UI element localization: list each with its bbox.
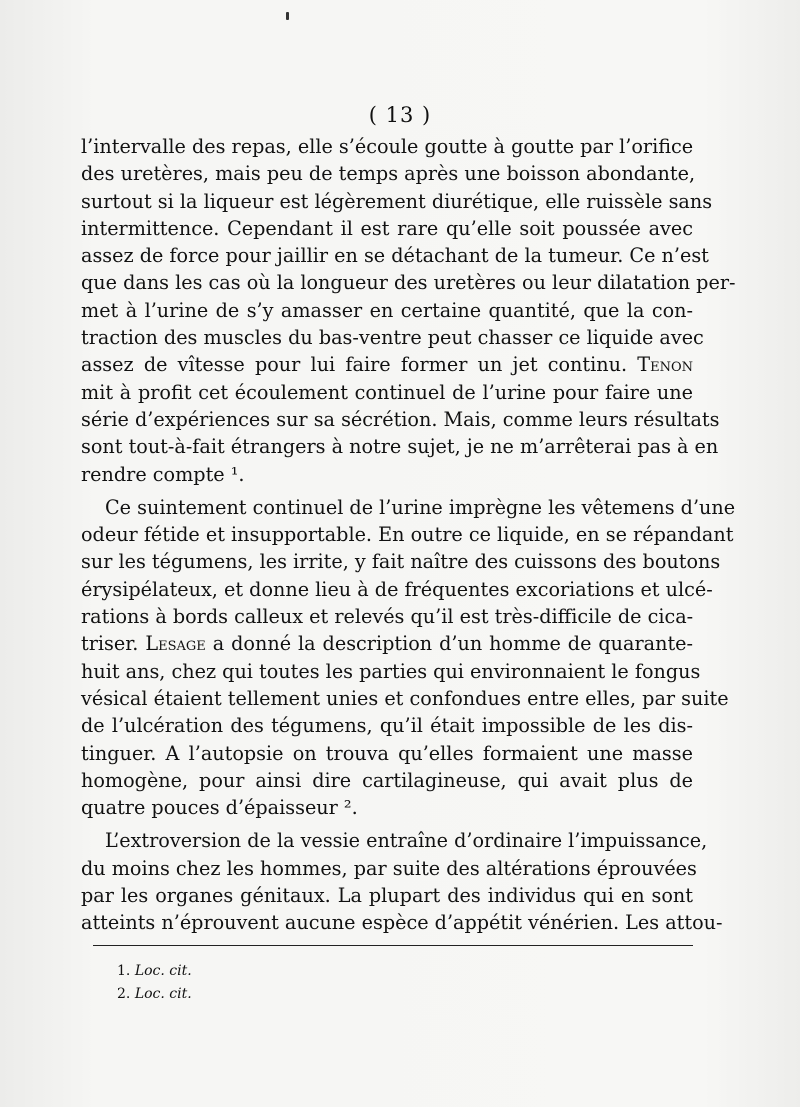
- text-line: rendre compte ¹.: [81, 462, 245, 486]
- text-line: atteints n’éprouvent aucune espèce d’appétit vénérien. Les attou-: [81, 911, 723, 935]
- text-line: surtout si la liqueur est légèrement diurétique, elle ruissèle sans: [81, 189, 713, 213]
- footnotes: [117, 960, 192, 1006]
- text-line: du moins chez les hommes, par suite des altérations éprouvées: [81, 856, 697, 880]
- text-line: tinguer. A l’autopsie on trouva qu’elles formaient une masse: [81, 741, 693, 765]
- footnote-1: [117, 960, 192, 983]
- footnote-2: [117, 983, 192, 1006]
- text-line: série d’expériences sur sa sécrétion. Mais, comme leurs résultats: [81, 407, 720, 431]
- text-line: met à l’urine de s’y amasser en certaine quantité, que la con-: [81, 298, 693, 322]
- text-line: des uretères, mais peu de temps après une boisson abondante,: [81, 162, 696, 186]
- text-line: érysipélateux, et donne lieu à de fréquentes excoriations et ulcé-: [81, 577, 713, 601]
- text-line: rations à bords calleux et relevés qu’il est très-difficile de cica-: [81, 605, 694, 629]
- text-line: homogène, pour ainsi dire cartilagineuse, qui avait plus de: [81, 768, 693, 792]
- page-number: ( 13 ): [368, 103, 432, 127]
- author-name: Tenon: [637, 353, 693, 377]
- text-line: sont tout-à-fait étrangers à notre sujet, je ne m’arrêterai pas à en: [81, 435, 719, 459]
- text-line: traction des muscles du bas-ventre peut chasser ce liquide avec: [81, 326, 704, 350]
- footnote-separator: [93, 945, 693, 946]
- footnote-text: Loc. cit.: [134, 963, 192, 979]
- text-line: L’extroversion de la vessie entraîne d’ordinaire l’impuissance,: [105, 829, 708, 853]
- text-line: huit ans, chez qui toutes les parties qui environnaient le fongus: [81, 659, 701, 683]
- text-line: l’intervalle des repas, elle s’écoule goutte à goutte par l’orifice: [81, 135, 694, 158]
- author-name: Lesage: [145, 632, 206, 656]
- text-line: que dans les cas où la longueur des uretères ou leur dilatation per-: [81, 271, 736, 295]
- footnote-text: Loc. cit.: [134, 986, 192, 1002]
- text-line: quatre pouces d’épaisseur ².: [81, 796, 358, 820]
- ink-speck: [286, 12, 289, 20]
- text-line: intermittence. Cependant il est rare qu’elle soit poussée avec: [81, 216, 693, 240]
- text-line: par les organes génitaux. La plupart des individus qui en sont: [81, 884, 693, 908]
- body-text: [81, 133, 736, 937]
- text-line: vésical étaient tellement unies et confondues entre elles, par suite: [81, 686, 729, 710]
- text-line: de l’ulcération des tégumens, qu’il était impossible de les dis-: [81, 714, 693, 738]
- text-line: odeur fétide et insupportable. En outre ce liquide, en se répandant: [81, 523, 734, 547]
- footnote-number: 1.: [117, 963, 131, 979]
- text-line: mit à profit cet écoulement continuel de l’urine pour faire une: [81, 380, 693, 404]
- text-line: triser. Lesage a donné la description d’un homme de quarante-: [81, 632, 694, 656]
- footnote-number: 2.: [117, 986, 131, 1002]
- text-line: assez de vîtesse pour lui faire former un jet continu. Tenon: [81, 353, 693, 377]
- text-line: Ce suintement continuel de l’urine imprègne les vêtemens d’une: [105, 495, 736, 519]
- text-line: sur les tégumens, les irrite, y fait naître des cuissons des boutons: [81, 550, 721, 574]
- text-line: assez de force pour jaillir en se détachant de la tumeur. Ce n’est: [81, 244, 709, 268]
